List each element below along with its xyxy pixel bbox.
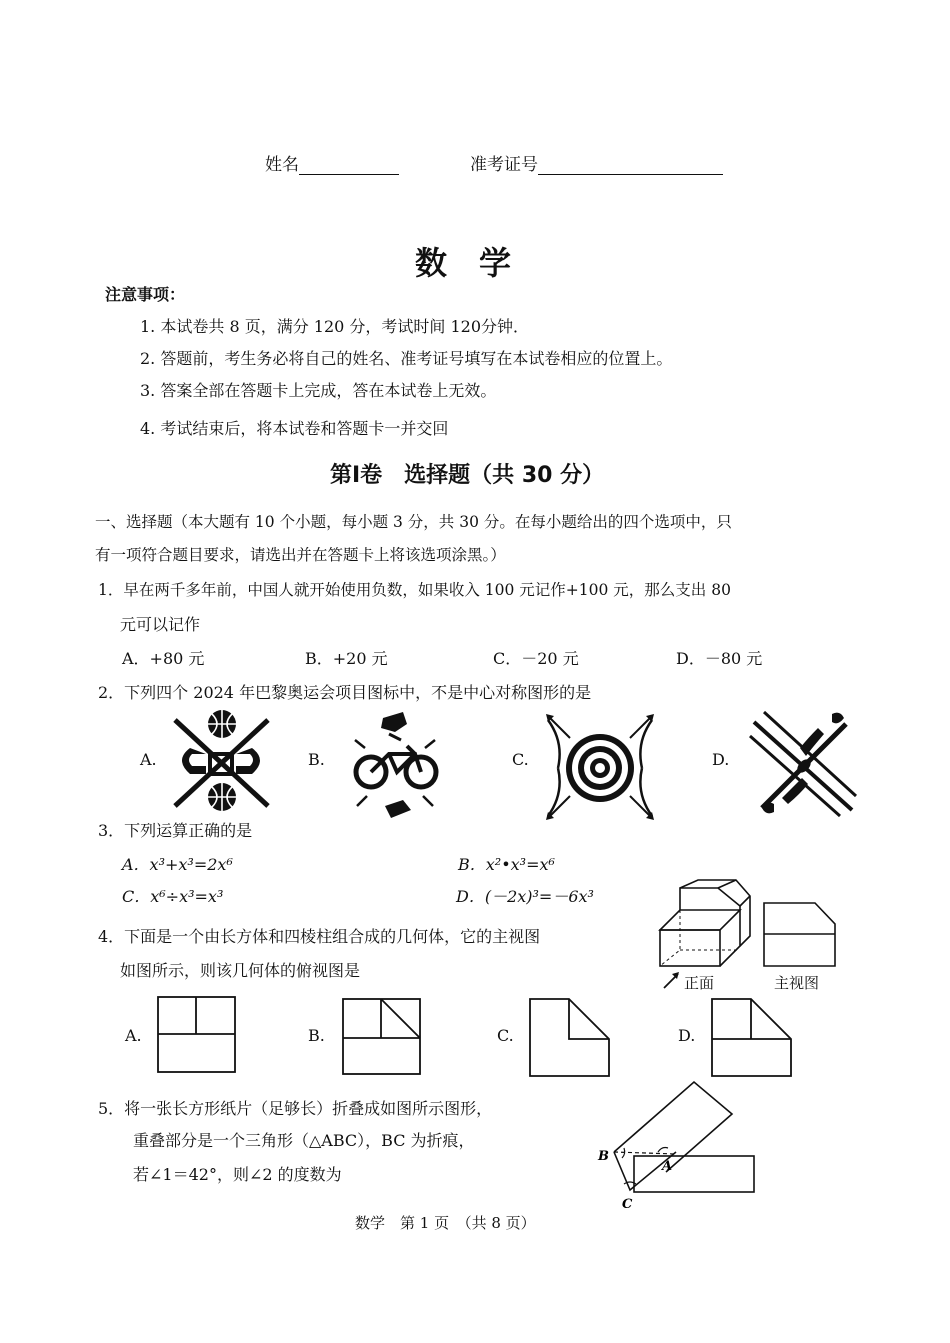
- q3-option-d[interactable]: D．(－2x)³=－6x³: [456, 887, 594, 906]
- note-item: 4. 考试结束后，将本试卷和答题卡一并交回: [140, 419, 449, 438]
- q2-stem: 2．下列四个 2024 年巴黎奥运会项目图标中，不是中心对称图形的是: [98, 683, 592, 702]
- q1-option-c[interactable]: C．－20 元: [493, 649, 579, 668]
- q4-label-c[interactable]: C.: [497, 1026, 514, 1045]
- q4-label-b[interactable]: B.: [308, 1026, 325, 1045]
- section-title: 第Ⅰ卷 选择题（共 30 分）: [330, 463, 605, 488]
- q4-front-label: 正面: [684, 974, 715, 992]
- q5-point-b: B: [598, 1149, 609, 1164]
- arrow-icon: [662, 970, 682, 990]
- exam-id-label: 准考证号: [470, 155, 538, 175]
- name-label: 姓名: [265, 155, 299, 175]
- section-intro: 一、选择题（本大题有 10 个小题，每小题 3 分，共 30 分。在每小题给出的四个选项中，只: [95, 513, 732, 531]
- q4-stem: 4．下面是一个由长方体和四棱柱组合成的几何体，它的主视图: [98, 927, 541, 946]
- q4-solid-figure: [658, 878, 753, 973]
- q2-label-c[interactable]: C.: [512, 750, 529, 769]
- q2-label-d[interactable]: D.: [712, 750, 730, 769]
- q5-point-a: A: [662, 1159, 673, 1174]
- q4-label-a[interactable]: A.: [125, 1026, 142, 1045]
- q5-stem: 若∠1＝42°，则∠2 的度数为: [133, 1165, 342, 1184]
- q3-stem: 3．下列运算正确的是: [98, 821, 253, 840]
- q4-option-d-figure[interactable]: [711, 998, 793, 1078]
- exam-id-field[interactable]: [470, 150, 723, 175]
- cycling-icon[interactable]: [345, 710, 445, 820]
- note-item: 3. 答案全部在答题卡上完成，答在本试卷上无效。: [140, 381, 497, 400]
- page-title: 数 学: [415, 244, 512, 282]
- q4-main-view-label: 主视图: [774, 974, 820, 992]
- notes-heading: 注意事项：: [105, 285, 186, 304]
- q1-option-d[interactable]: D．－80 元: [676, 649, 763, 668]
- q4-stem: 如图所示，则该几何体的俯视图是: [120, 961, 361, 980]
- page-footer: 数学 第 1 页 （共 8 页）: [355, 1214, 536, 1232]
- q1-stem: 1．早在两千多年前，中国人就开始使用负数，如果收入 100 元记作+100 元，那么支出 80: [98, 581, 731, 599]
- q2-label-a[interactable]: A.: [140, 750, 157, 769]
- q5-folded-paper-figure: [596, 1080, 758, 1210]
- q5-stem: 重叠部分是一个三角形（△ABC），BC 为折痕，: [133, 1131, 475, 1150]
- note-item: 1. 本试卷共 8 页，满分 120 分，考试时间 120分钟．: [140, 317, 530, 336]
- note-item: 2. 答题前，考生务必将自己的姓名、准考证号填写在本试卷相应的位置上。: [140, 349, 673, 368]
- q4-label-d[interactable]: D.: [678, 1026, 696, 1045]
- section-intro: 有一项符合题目要求，请选出并在答题卡上将该选项涂黑。）: [95, 546, 506, 564]
- archery-target-icon[interactable]: [544, 712, 656, 822]
- name-field[interactable]: [265, 150, 399, 175]
- q2-label-b[interactable]: B.: [308, 750, 325, 769]
- q4-option-b-figure[interactable]: [342, 998, 422, 1076]
- q4-option-a-figure[interactable]: [157, 996, 237, 1074]
- rowing-icon[interactable]: [748, 708, 860, 818]
- q5-point-c: C: [622, 1197, 633, 1210]
- q4-option-c-figure[interactable]: [529, 998, 611, 1078]
- q3-option-b[interactable]: B．x²•x³=x⁶: [458, 855, 555, 874]
- q4-main-view: [763, 902, 837, 968]
- q5-stem: 5．将一张长方形纸片（足够长）折叠成如图所示图形，: [98, 1099, 493, 1118]
- q1-option-a[interactable]: A．+80 元: [122, 649, 205, 668]
- q3-option-a[interactable]: A．x³+x³=2x⁶: [122, 855, 233, 874]
- q3-option-c[interactable]: C．x⁶÷x³=x³: [122, 887, 224, 906]
- q1-option-b[interactable]: B．+20 元: [305, 649, 388, 668]
- basketball-icon[interactable]: [160, 708, 280, 813]
- q1-stem: 元可以记作: [120, 615, 201, 634]
